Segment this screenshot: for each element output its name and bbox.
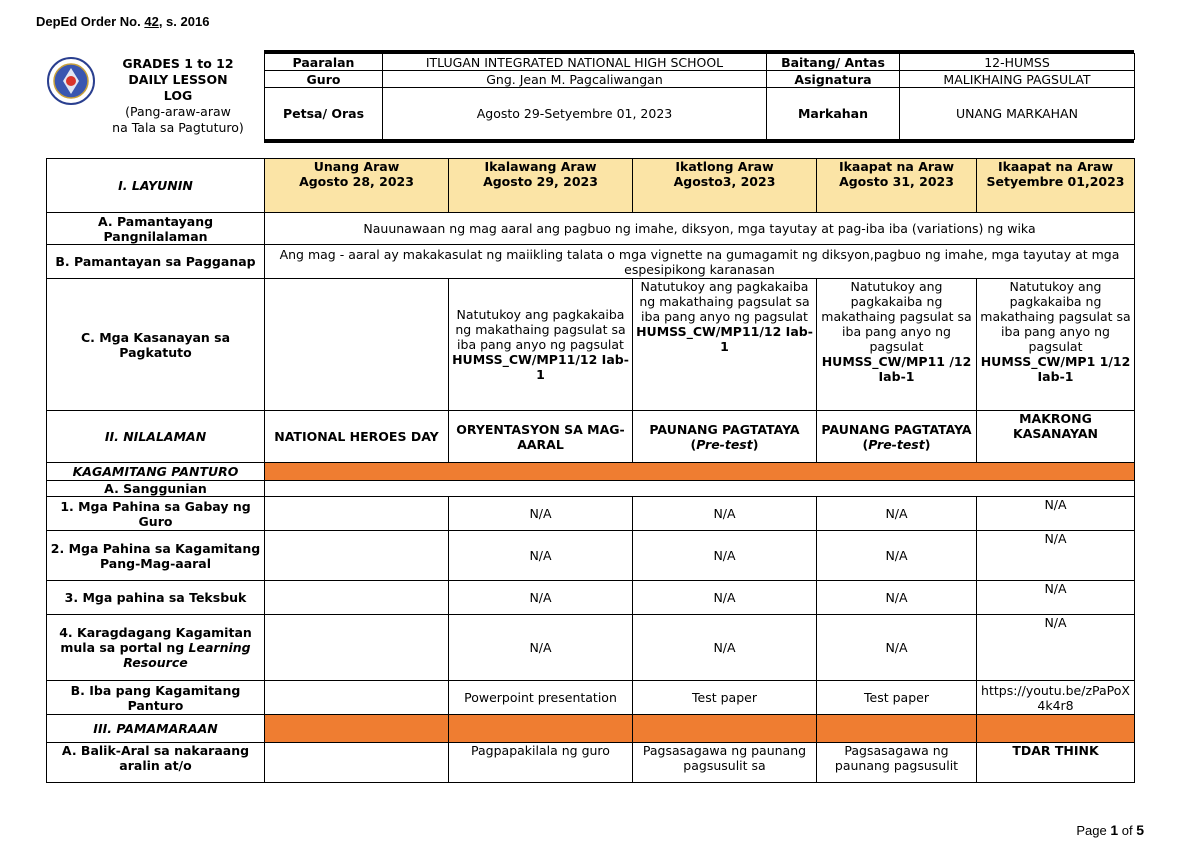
karagdagang-cell-3: N/A	[633, 615, 817, 681]
pang-mag-aaral-label: 2. Mga Pahina sa Kagamitang Pang-Mag-aaral	[47, 531, 265, 581]
pamantayang-value: Nauunawaan ng mag aaral ang pagbuo ng imahe, diksyon, mga tayutay at pag-iba iba (variations) ng wika	[265, 213, 1135, 245]
asignatura-value: MALIKHAING PAGSULAT	[900, 71, 1135, 88]
kasanayan-row	[47, 279, 1135, 411]
pang-mag-aaral-cell-2: N/A	[449, 531, 633, 581]
balik-aral-cell-5: TDAR THINK	[977, 743, 1135, 783]
day-name: Ikaapat na Araw	[997, 159, 1114, 174]
pamamaraan-row	[47, 715, 1135, 743]
petsa-value: Agosto 29-Setyembre 01, 2023	[383, 88, 767, 140]
kasanayan-text: Natutukoy ang pagkakaiba ng makathaing pagsulat sa iba pang anyo ng pagsulat	[821, 279, 972, 354]
deped-seal-icon	[46, 56, 96, 106]
pamantayang-label: A. Pamantayang Pangnilalaman	[47, 213, 265, 245]
kasanayan-text: Natutukoy ang pagkakaiba ng makathaing pagsulat sa iba pang anyo ng pagsulat	[639, 279, 810, 324]
iba-cell-2: Powerpoint presentation	[449, 681, 633, 715]
day-name: Ikalawang Araw	[484, 159, 597, 174]
pang-mag-aaral-cell-5: N/A	[977, 531, 1135, 581]
pamantayang-row	[47, 213, 1135, 245]
day-name: Unang Araw	[313, 159, 400, 174]
day-date: Setyembre 01,2023	[986, 174, 1125, 189]
sanggunian-fill	[265, 481, 1135, 497]
kasanayan-code: HUMSS_CW/MP1 1/12 Iab-1	[980, 354, 1131, 384]
dll-subtitle-2: na Tala sa Pagtuturo)	[112, 120, 244, 135]
kasanayan-cell-2	[449, 279, 633, 411]
pang-mag-aaral-cell-4: N/A	[817, 531, 977, 581]
petsa-label: Petsa/ Oras	[265, 88, 383, 140]
kasanayan-cell-5	[977, 279, 1135, 411]
karagdagang-cell-4: N/A	[817, 615, 977, 681]
pagganap-row	[47, 245, 1135, 279]
kasanayan-cell-1	[265, 279, 449, 411]
header-bottom-rule	[264, 139, 1134, 143]
gabay-cell-4: N/A	[817, 497, 977, 531]
nilalaman-cell-1: NATIONAL HEROES DAY	[265, 411, 449, 463]
iba-link[interactable]: https://youtu.be/zPaPoX4k4r8	[977, 681, 1135, 715]
gabay-row	[47, 497, 1135, 531]
page-number: Page 1 of 5	[1076, 822, 1144, 838]
day-name: Ikatlong Araw	[675, 159, 774, 174]
log-title: LOG	[163, 88, 193, 103]
karagdagang-row	[47, 615, 1135, 681]
pamamaraan-fill-1	[265, 715, 449, 743]
header-block	[46, 50, 1134, 143]
kagamitang-label: KAGAMITANG PANTURO	[47, 463, 265, 481]
markahan-value: UNANG MARKAHAN	[900, 88, 1135, 140]
balik-aral-cell-2: Pagpapakilala ng guro	[449, 743, 633, 783]
day-header-5	[977, 159, 1135, 213]
day-name: Ikaapat na Araw	[838, 159, 955, 174]
nilalaman-cell-2: ORYENTASYON SA MAG-AARAL	[449, 411, 633, 463]
balik-aral-cell-3: Pagsasagawa ng paunang pagsusulit sa	[633, 743, 817, 783]
pang-mag-aaral-row	[47, 531, 1135, 581]
gabay-cell-2: N/A	[449, 497, 633, 531]
layunin-row	[47, 159, 1135, 213]
close-paren: )	[752, 436, 759, 452]
teksbuk-cell-4: N/A	[817, 581, 977, 615]
karagdagang-text: 4. Karagdagang Kagamitan mula sa portal ng	[59, 625, 252, 655]
nilalaman-row	[47, 411, 1135, 463]
nilalaman-cell-4	[817, 411, 977, 463]
nilalaman-cell-3	[633, 411, 817, 463]
gabay-cell-1	[265, 497, 449, 531]
pamamaraan-fill-5	[977, 715, 1135, 743]
teksbuk-cell-1	[265, 581, 449, 615]
markahan-label: Markahan	[767, 88, 900, 140]
iba-cell-3: Test paper	[633, 681, 817, 715]
close-paren: )	[924, 436, 931, 452]
day-header-4	[817, 159, 977, 213]
day-date: Agosto 28, 2023	[299, 174, 414, 189]
pamamaraan-label: III. PAMAMARAAN	[47, 715, 265, 743]
teksbuk-row	[47, 581, 1135, 615]
teksbuk-cell-5: N/A	[977, 581, 1135, 615]
kasanayan-text: Natutukoy ang pagkakaiba ng makathaing pagsulat sa iba pang anyo ng pagsulat	[980, 279, 1131, 354]
teksbuk-cell-2: N/A	[449, 581, 633, 615]
asignatura-label: Asignatura	[767, 71, 900, 88]
pagganap-value: Ang mag - aaral ay makakasulat ng maiikling talata o mga vignette na gumagamit ng diksyon,pagbuo ng imahe, mga tayutay at mga espesipikong karanasan	[265, 245, 1135, 279]
learning-resource-text: Learning Resource	[123, 640, 251, 670]
kasanayan-cell-3	[633, 279, 817, 411]
pamamaraan-fill-4	[817, 715, 977, 743]
day-date: Agosto 31, 2023	[839, 174, 954, 189]
iba-cell-1	[265, 681, 449, 715]
gabay-cell-5: N/A	[977, 497, 1135, 531]
day-date: Agosto3, 2023	[673, 174, 776, 189]
day-header-3	[633, 159, 817, 213]
paaralan-label: Paaralan	[265, 54, 383, 71]
balik-aral-row	[47, 743, 1135, 783]
sanggunian-row	[47, 481, 1135, 497]
pamamaraan-fill-3	[633, 715, 817, 743]
kasanayan-label: C. Mga Kasanayan sa Pagkatuto	[47, 279, 265, 411]
pretest-text: Pre-test	[696, 436, 753, 452]
pagganap-label: B. Pamantayan sa Pagganap	[47, 245, 265, 279]
baitang-value: 12-HUMSS	[900, 54, 1135, 71]
day-header-1	[265, 159, 449, 213]
kasanayan-code: HUMSS_CW/MP11/12 Iab-1	[452, 352, 629, 382]
paaralan-value: ITLUGAN INTEGRATED NATIONAL HIGH SCHOOL	[383, 54, 767, 71]
dll-title	[92, 56, 264, 136]
balik-aral-label: A. Balik-Aral sa nakaraang aralin at/o	[47, 743, 265, 783]
day-date: Agosto 29, 2023	[483, 174, 598, 189]
pretest-text: Pre-test	[868, 436, 925, 452]
teksbuk-cell-3: N/A	[633, 581, 817, 615]
lesson-log-table	[46, 158, 1135, 783]
teksbuk-label: 3. Mga pahina sa Teksbuk	[47, 581, 265, 615]
kagamitang-fill	[265, 463, 1135, 481]
sanggunian-label: A. Sanggunian	[47, 481, 265, 497]
nilalaman-text: PAUNANG PAGTATAYA (	[649, 421, 800, 452]
balik-aral-cell-1	[265, 743, 449, 783]
pang-mag-aaral-cell-3: N/A	[633, 531, 817, 581]
guro-value: Gng. Jean M. Pagcaliwangan	[383, 71, 767, 88]
kasanayan-code: HUMSS_CW/MP11 /12 Iab-1	[821, 354, 972, 384]
karagdagang-cell-2: N/A	[449, 615, 633, 681]
guro-label: Guro	[265, 71, 383, 88]
header-info-table	[264, 53, 1135, 140]
dll-subtitle-1: (Pang-araw-araw	[125, 104, 231, 119]
pang-mag-aaral-cell-1	[265, 531, 449, 581]
nilalaman-text: PAUNANG PAGTATAYA (	[821, 421, 972, 452]
gabay-label: 1. Mga Pahina sa Gabay ng Guro	[47, 497, 265, 531]
pamamaraan-fill-2	[449, 715, 633, 743]
daily-lesson-title: DAILY LESSON	[128, 72, 228, 87]
layunin-label: I. LAYUNIN	[47, 159, 265, 213]
gabay-cell-3: N/A	[633, 497, 817, 531]
kagamitang-row	[47, 463, 1135, 481]
day-header-2	[449, 159, 633, 213]
karagdagang-cell-1	[265, 615, 449, 681]
iba-cell-4: Test paper	[817, 681, 977, 715]
grades-title: GRADES 1 to 12	[122, 56, 234, 71]
karagdagang-label	[47, 615, 265, 681]
kasanayan-cell-4	[817, 279, 977, 411]
nilalaman-label: II. NILALAMAN	[47, 411, 265, 463]
iba-label: B. Iba pang Kagamitang Panturo	[47, 681, 265, 715]
iba-row	[47, 681, 1135, 715]
deped-order: DepEd Order No. 42, s. 2016	[36, 14, 210, 29]
nilalaman-cell-5: MAKRONG KASANAYAN	[977, 411, 1135, 463]
baitang-label: Baitang/ Antas	[767, 54, 900, 71]
kasanayan-code: HUMSS_CW/MP11/12 Iab-1	[636, 324, 813, 354]
kasanayan-text: Natutukoy ang pagkakaiba ng makathaing pagsulat sa iba pang anyo ng pagsulat	[455, 307, 626, 352]
karagdagang-cell-5: N/A	[977, 615, 1135, 681]
balik-aral-cell-4: Pagsasagawa ng paunang pagsusulit	[817, 743, 977, 783]
